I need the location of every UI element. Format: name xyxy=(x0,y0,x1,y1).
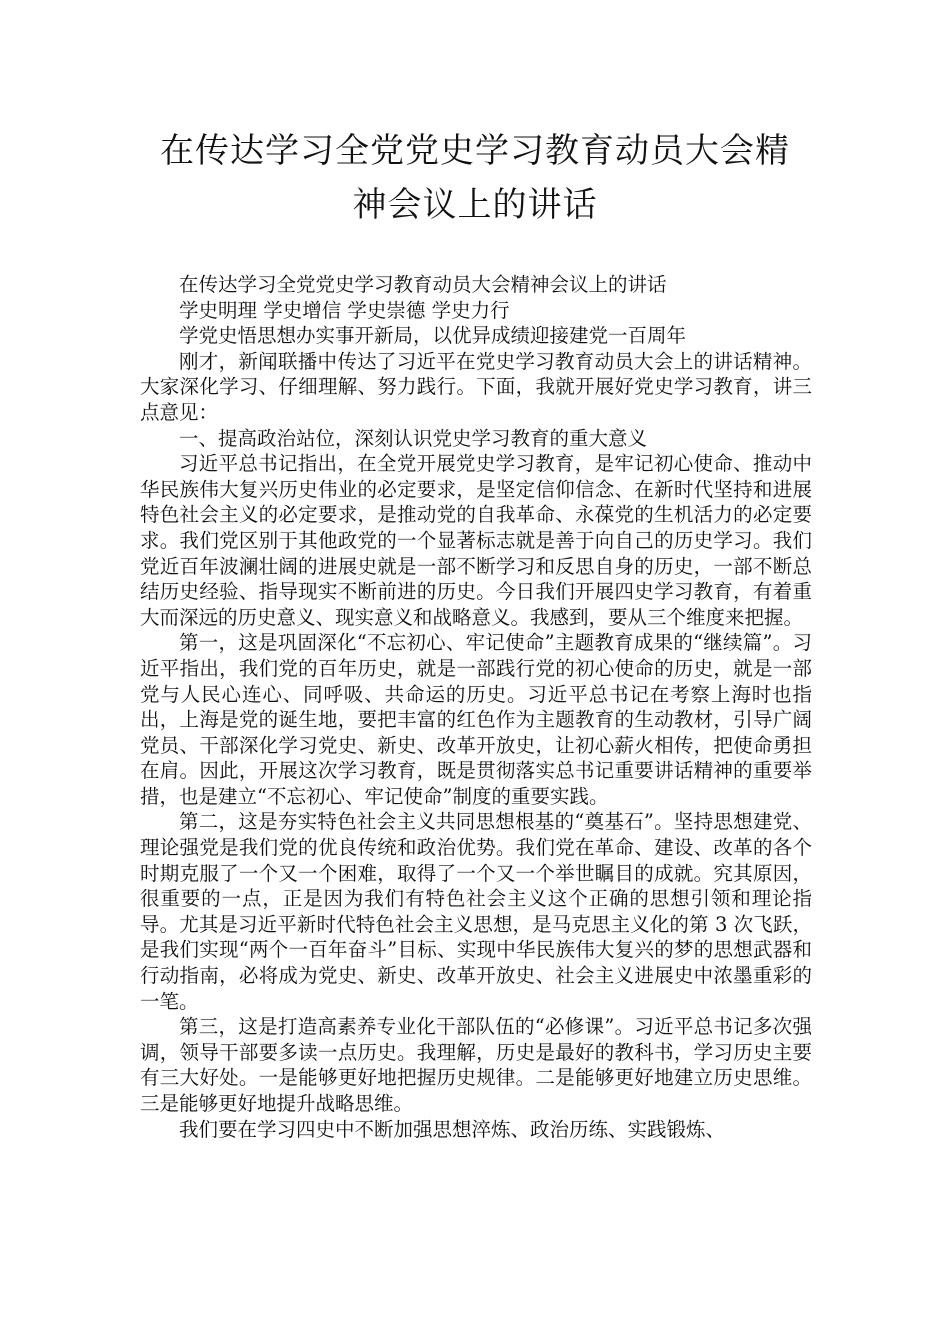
section-heading-1: 一、提高政治站位，深刻认识党史学习教育的重大意义 xyxy=(179,426,648,450)
paragraph-theme: 学党史悟思想办实事开新局，以优异成绩迎接建党一百周年 xyxy=(179,324,687,348)
paragraph-subtitle: 在传达学习全党党史学习教育动员大会精神会议上的讲话 xyxy=(179,273,667,296)
title-line-2: 神会议上的讲话 xyxy=(352,185,598,225)
paragraph-first-point: 第一，这是巩固深化“不忘初心、牢记使命”主题教育成果的“继续篇”。习近平指出，我们党的百年历史，就是一部践行党的初心使命的历史，就是一部党与人民心连心、同呼吸、共命运的历史。习近平总书记在考察上海时也指出，上海是党的诞生地，要把丰富的红色作为主题教育的生动教材，引导广阔党员、干部深化学习党史、新史、改革开放史，让初心薪火相传，把使命勇担在肩。因此，开展这次学习教育，既是贯彻落实总书记重要讲话精神的重要举措，也是建立“不忘初心、牢记使命”制度的重要实践。 xyxy=(140,631,812,808)
document-body xyxy=(140,272,812,1142)
paragraph-continuation: 我们要在学习四史中不断加强思想淬炼、政治历练、实践锻炼、 xyxy=(179,1117,726,1141)
document-title xyxy=(110,124,840,232)
paragraph-slogan: 学史明理 学史增信 学史崇德 学史力行 xyxy=(179,298,510,322)
paragraph-second-point: 第二，这是夯实特色社会主义共同思想根基的“奠基石”。坚持思想建党、理论强党是我们党的优良传统和政治优势。我们党在革命、建设、改革的各个时期克服了一个又一个困难，取得了一个又一个举世瞩目的成就。究其原因，很重要的一点，正是因为我们有特色社会主义这个正确的思想引领和理论指导。尤其是习近平新时代特色社会主义思想，是马克思主义化的第 3 次飞跃，是我们实现“两个一百年奋斗”目标、实现中华民族伟大复兴的梦的思想武器和行动指南，必将成为党史、新史、改革开放史、社会主义进展史中浓墨重彩的一笔。 xyxy=(140,810,812,1013)
title-line-1: 在传达学习全党党史学习教育动员大会精 xyxy=(160,131,790,171)
paragraph-intro: 刚才，新闻联播中传达了习近平在党史学习教育动员大会上的讲话精神。大家深化学习、仔细理解、努力践行。下面，我就开展好党史学习教育，讲三点意见： xyxy=(140,349,812,424)
paragraph-third-point: 第三，这是打造高素养专业化干部队伍的“必修课”。习近平总书记多次强调，领导干部要多读一点历史。我理解，历史是最好的教科书，学习历史主要有三大好处。一是能够更好地把握历史规律。二是能够更好地建立历史思维。三是能够更好地提升战略思维。 xyxy=(140,1015,812,1115)
paragraph-significance: 习近平总书记指出，在全党开展党史学习教育，是牢记初心使命、推动中华民族伟大复兴历史伟业的必定要求，是坚定信仰信念、在新时代坚持和进展特色社会主义的必定要求，是推动党的自我革命、永葆党的生机活力的必定要求。我们党区别于其他政党的一个显著标志就是善于向自己的历史学习。我们党近百年波澜壮阔的进展史就是一部不断学习和反思自身的历史，一部不断总结历史经验、指导现实不断前进的历史。今日我们开展四史学习教育，有着重大而深远的历史意义、现实意义和战略意义。我感到，要从三个维度来把握。 xyxy=(140,452,812,629)
